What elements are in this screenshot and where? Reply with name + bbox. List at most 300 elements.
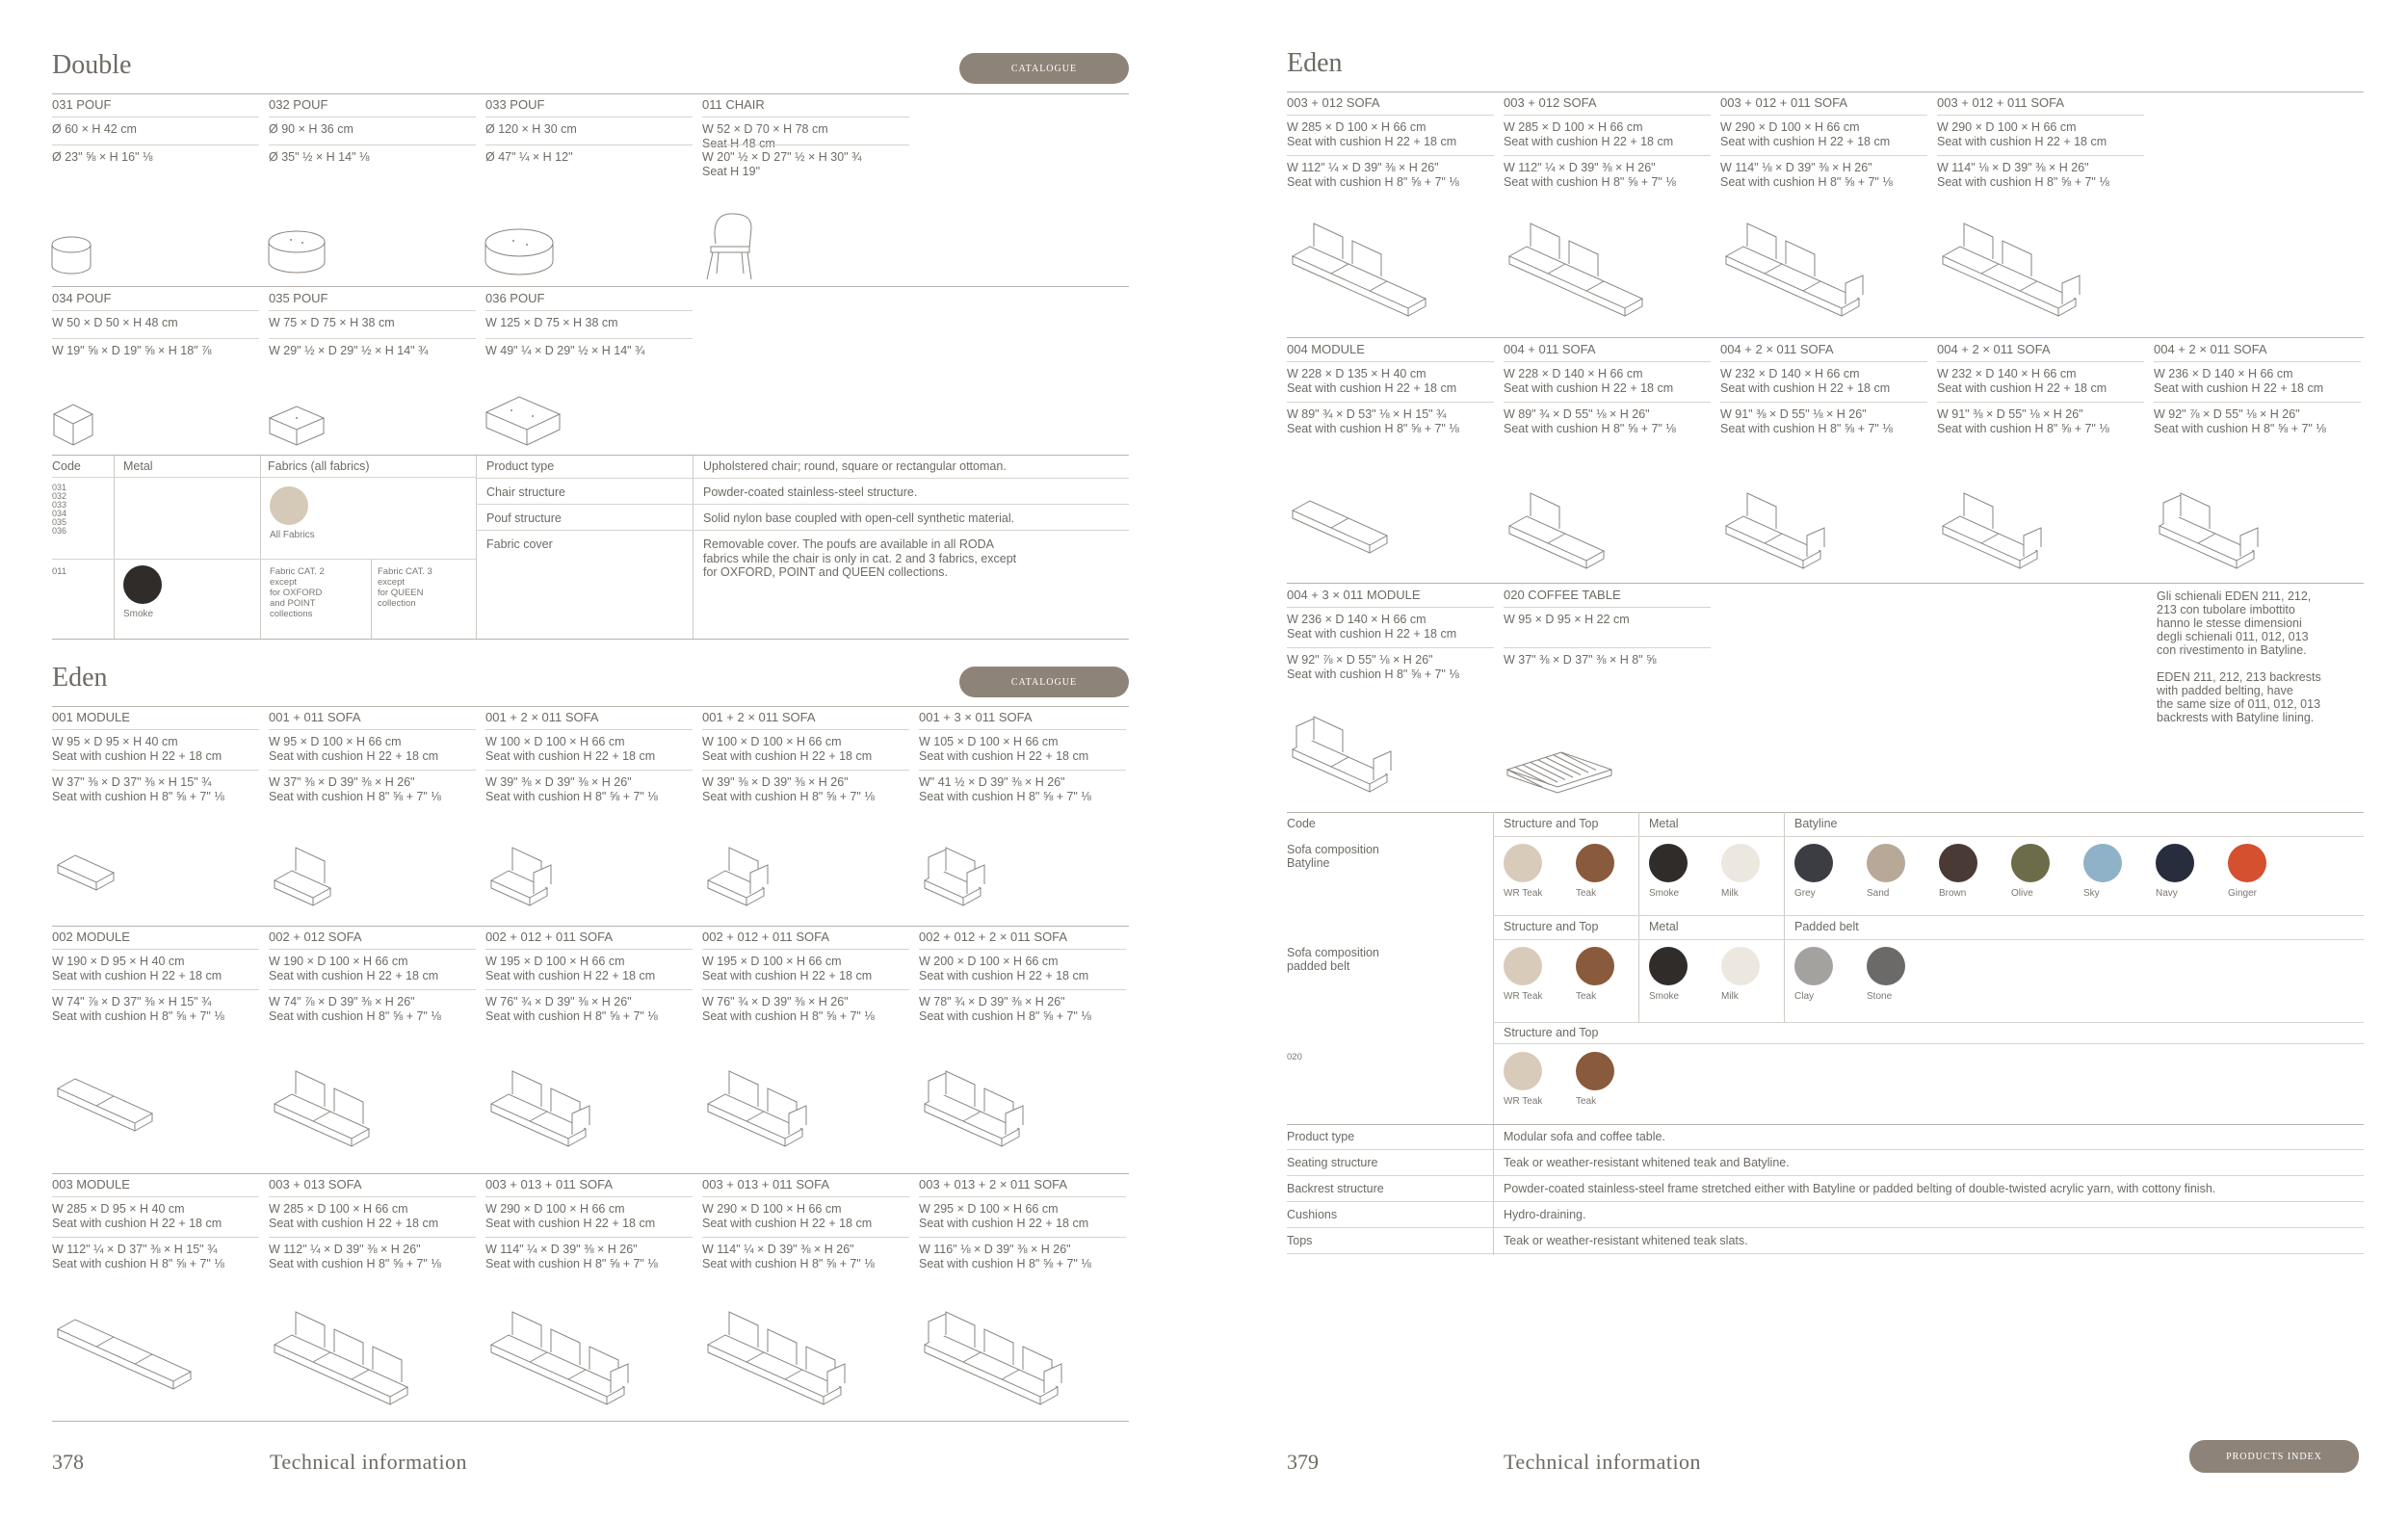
property-value: Powder-coated stainless-steel frame stretched either with Batyline or padded belting of double-twisted acrylic yarn, with cottony finish.	[1504, 1182, 2216, 1195]
product-name: 002 + 012 + 011 SOFA	[702, 930, 830, 944]
dimensions-metric: W 190 × D 95 × H 40 cm Seat with cushion H 22 + 18 cm	[52, 955, 222, 982]
swatch-label: Smoke	[1649, 991, 1680, 1002]
product-name: 004 + 2 × 011 SOFA	[2154, 342, 2267, 356]
divider	[52, 949, 259, 950]
swatch-label: Smoke	[1649, 888, 1680, 899]
dimensions-imperial: W 89" ¾ × D 53" ⅛ × H 15" ¾ Seat with cushion H 8" ⅝ + 7" ⅛	[1287, 407, 1459, 435]
color-swatch	[1794, 947, 1833, 985]
property-name: Seating structure	[1287, 1156, 1378, 1169]
chair-011-drawing	[701, 210, 759, 282]
sofa-drawing	[1937, 491, 2047, 574]
catalogue-button[interactable]: CATALOGUE	[959, 53, 1129, 84]
dimensions-imperial: W 37" ⅜ × D 39" ⅜ × H 26" Seat with cushion H 8" ⅝ + 7" ⅛	[269, 775, 441, 803]
swatch-label: Teak	[1576, 1096, 1597, 1107]
color-swatch	[1867, 947, 1905, 985]
dimensions-imperial: W 92" ⅞ × D 55" ⅛ × H 26" Seat with cushion H 8" ⅝ + 7" ⅛	[2154, 407, 2326, 435]
table-header-metal: Metal	[1649, 920, 1679, 933]
dimensions-imperial: W 92" ⅞ × D 55" ⅛ × H 26" Seat with cushion H 8" ⅝ + 7" ⅛	[1287, 653, 1459, 681]
color-swatch	[1504, 1052, 1542, 1090]
dimensions-imperial: W 91" ⅜ × D 55" ⅛ × H 26" Seat with cushion H 8" ⅝ + 7" ⅛	[1720, 407, 1893, 435]
color-swatch	[1649, 844, 1688, 882]
divider	[1720, 361, 1927, 362]
pouf-034-drawing	[52, 403, 100, 449]
swatch-label: Clay	[1794, 991, 1815, 1002]
footer-title: Technical information	[270, 1450, 468, 1474]
product-name: 003 + 012 SOFA	[1287, 95, 1380, 110]
divider	[702, 117, 909, 118]
table-col-line	[693, 456, 694, 639]
dimensions-metric: W 50 × D 50 × H 48 cm	[52, 316, 178, 329]
divider	[269, 770, 476, 771]
sofa-drawing	[2154, 491, 2264, 574]
divider	[485, 770, 693, 771]
divider	[485, 729, 693, 730]
divider	[1504, 402, 1711, 403]
right-page	[1204, 0, 2408, 1519]
property-value: Hydro-draining.	[1504, 1208, 1586, 1221]
sofa-drawing	[1720, 491, 1830, 574]
swatch-label: Grey	[1794, 888, 1816, 899]
product-name: 004 MODULE	[1287, 342, 1365, 356]
product-name: 020 COFFEE TABLE	[1504, 588, 1621, 602]
table-header-batyline: Batyline	[1794, 817, 1838, 830]
divider	[1937, 402, 2144, 403]
divider	[1287, 1253, 2364, 1254]
dimensions-metric: W 95 × D 95 × H 40 cm Seat with cushion H 22 + 18 cm	[52, 735, 222, 763]
divider	[269, 338, 476, 339]
dimensions-metric: W 285 × D 100 × H 66 cm Seat with cushion H 22 + 18 cm	[1287, 120, 1457, 148]
product-name: 003 MODULE	[52, 1177, 130, 1192]
divider	[1937, 115, 2144, 116]
swatch-label: WR Teak	[1504, 888, 1543, 899]
dimensions-imperial: W 114" ¼ × D 39" ⅜ × H 26" Seat with cushion H 8" ⅝ + 7" ⅛	[702, 1243, 875, 1270]
sofa-drawing	[485, 1069, 595, 1152]
divider	[1504, 155, 1711, 156]
product-name: 031 POUF	[52, 97, 112, 112]
color-swatch	[1576, 947, 1614, 985]
dimensions-metric: W 290 × D 100 × H 66 cm Seat with cushion H 22 + 18 cm	[485, 1202, 656, 1230]
sofa-drawing	[702, 1310, 851, 1410]
divider	[1504, 115, 1711, 116]
property-name: Cushions	[1287, 1208, 1338, 1221]
divider	[52, 639, 1129, 640]
divider	[485, 144, 693, 145]
divider	[1287, 402, 1494, 403]
color-swatch	[2011, 844, 2050, 882]
divider	[269, 989, 476, 990]
divider	[1504, 647, 1711, 648]
divider	[52, 1196, 259, 1197]
table-header-metal: Metal	[1649, 817, 1679, 830]
divider	[52, 989, 259, 990]
pouf-031-drawing	[52, 237, 100, 279]
divider	[485, 338, 693, 339]
swatch-label: Teak	[1576, 888, 1597, 899]
property-name: Backrest structure	[1287, 1182, 1384, 1195]
color-swatch	[2156, 844, 2194, 882]
color-swatch	[1721, 947, 1760, 985]
dimensions-metric: W 290 × D 100 × H 66 cm Seat with cushion H 22 + 18 cm	[1720, 120, 1891, 148]
color-swatch	[1721, 844, 1760, 882]
dimensions-metric: W 200 × D 100 × H 66 cm Seat with cushion H 22 + 18 cm	[919, 955, 1089, 982]
divider	[476, 504, 1129, 505]
dimensions-metric: W 232 × D 140 × H 66 cm Seat with cushion H 22 + 18 cm	[1720, 367, 1891, 395]
composition-padded-label: Sofa composition padded belt	[1287, 946, 1379, 973]
swatch-label: Teak	[1576, 991, 1597, 1002]
dimensions-imperial: W 112" ¼ × D 39" ⅜ × H 26" Seat with cushion H 8" ⅝ + 7" ⅛	[1504, 161, 1676, 189]
swatch-label: Stone	[1867, 991, 1893, 1002]
table-col-line	[260, 456, 261, 639]
dimensions-imperial: W 29" ½ × D 29" ½ × H 14" ¾	[269, 344, 429, 357]
product-name: 003 + 012 SOFA	[1504, 95, 1597, 110]
table-col-line	[371, 559, 372, 639]
dimensions-metric: W 228 × D 135 × H 40 cm Seat with cushion H 22 + 18 cm	[1287, 367, 1457, 395]
module-001-drawing	[52, 846, 123, 896]
section-title-eden: Eden	[52, 663, 108, 693]
sofa-drawing	[1937, 222, 2085, 322]
divider	[269, 949, 476, 950]
product-name: 034 POUF	[52, 291, 112, 305]
divider	[1287, 115, 1494, 116]
color-swatch	[1649, 947, 1688, 985]
product-name: 001 + 2 × 011 SOFA	[485, 710, 599, 724]
product-name: 003 + 012 + 011 SOFA	[1937, 95, 2065, 110]
divider	[1493, 1022, 2364, 1023]
dimensions-metric: W 190 × D 100 × H 66 cm Seat with cushion H 22 + 18 cm	[269, 955, 439, 982]
dimensions-imperial: W 116" ⅛ × D 39" ⅜ × H 26" Seat with cushion H 8" ⅝ + 7" ⅛	[919, 1243, 1091, 1270]
product-name: 004 + 2 × 011 SOFA	[1937, 342, 2051, 356]
dimensions-metric: W 285 × D 95 × H 40 cm Seat with cushion H 22 + 18 cm	[52, 1202, 222, 1230]
divider	[1287, 155, 1494, 156]
property-value: Teak or weather-resistant whitened teak slats.	[1504, 1234, 1748, 1247]
dimensions-imperial: W 19" ⅝ × D 19" ⅝ × H 18" ⅞	[52, 344, 212, 357]
swatch-label: Milk	[1721, 991, 1739, 1002]
swatch-label: WR Teak	[1504, 991, 1543, 1002]
dimensions-imperial: W 112" ¼ × D 39" ⅜ × H 26" Seat with cushion H 8" ⅝ + 7" ⅛	[1287, 161, 1459, 189]
dimensions-metric: W 95 × D 95 × H 22 cm	[1504, 613, 1630, 626]
divider	[485, 1237, 693, 1238]
divider	[1493, 836, 2364, 837]
divider	[52, 93, 1129, 94]
divider	[1720, 155, 1927, 156]
product-name: 002 + 012 + 011 SOFA	[485, 930, 614, 944]
swatch-label: Sand	[1867, 888, 1890, 899]
divider	[702, 144, 909, 145]
product-name: 002 + 012 SOFA	[269, 930, 362, 944]
fabric-cat2-note: Fabric CAT. 2 except for OXFORD and POINT collections	[270, 566, 325, 619]
sofa-drawing	[485, 846, 557, 911]
codes-031-036: 031 032 033 034 035 036	[52, 483, 67, 536]
divider	[1287, 583, 2364, 584]
divider	[52, 770, 259, 771]
color-swatch	[2228, 844, 2266, 882]
dimensions-metric: W 290 × D 100 × H 66 cm Seat with cushion H 22 + 18 cm	[1937, 120, 2107, 148]
dimensions-imperial: W 76" ¾ × D 39" ⅜ × H 26" Seat with cushion H 8" ⅝ + 7" ⅛	[702, 995, 875, 1023]
dimensions-imperial: W 37" ⅜ × D 37" ⅜ × H 8" ⅝	[1504, 653, 1657, 667]
property-name: Pouf structure	[486, 511, 562, 525]
dimensions-metric: W 195 × D 100 × H 66 cm Seat with cushion H 22 + 18 cm	[485, 955, 656, 982]
divider	[919, 989, 1126, 990]
table-header-padded: Padded belt	[1794, 920, 1859, 933]
divider	[919, 729, 1126, 730]
product-name: 032 POUF	[269, 97, 328, 112]
page-number: 379	[1287, 1450, 1319, 1474]
product-name: 004 + 3 × 011 MODULE	[1287, 588, 1421, 602]
code-020: 020	[1287, 1052, 1302, 1062]
divider	[1287, 1227, 2364, 1228]
dimensions-metric: W 236 × D 140 × H 66 cm Seat with cushion H 22 + 18 cm	[1287, 613, 1457, 641]
dimensions-imperial: W 76" ¾ × D 39" ⅜ × H 26" Seat with cushion H 8" ⅝ + 7" ⅛	[485, 995, 658, 1023]
sofa-drawing	[1504, 222, 1652, 322]
divider	[1720, 402, 1927, 403]
module-drawing	[1287, 715, 1397, 798]
property-name: Tops	[1287, 1234, 1313, 1247]
product-name: 033 POUF	[485, 97, 545, 112]
color-swatch	[1504, 844, 1542, 882]
divider	[1493, 1043, 2364, 1044]
divider	[52, 926, 1129, 927]
sofa-drawing	[702, 1069, 812, 1152]
divider	[485, 949, 693, 950]
product-name: 003 + 013 + 011 SOFA	[702, 1177, 830, 1192]
dimensions-metric: W 285 × D 100 × H 66 cm Seat with cushion H 22 + 18 cm	[269, 1202, 439, 1230]
dimensions-imperial: W 74" ⅞ × D 37" ⅜ × H 15" ¾ Seat with cushion H 8" ⅝ + 7" ⅛	[52, 995, 224, 1023]
dimensions-imperial: W 112" ¼ × D 37" ⅜ × H 15" ¾ Seat with cushion H 8" ⅝ + 7" ⅛	[52, 1243, 224, 1270]
divider	[269, 1237, 476, 1238]
divider	[702, 729, 909, 730]
product-name: 001 + 011 SOFA	[269, 710, 361, 724]
divider	[1287, 1124, 2364, 1125]
divider	[1287, 337, 2364, 338]
dimensions-imperial: W 114" ¼ × D 39" ⅜ × H 26" Seat with cushion H 8" ⅝ + 7" ⅛	[485, 1243, 658, 1270]
divider	[485, 310, 693, 311]
product-name: 002 + 012 + 2 × 011 SOFA	[919, 930, 1068, 944]
module-002-drawing	[52, 1069, 162, 1137]
divider	[1287, 1149, 2364, 1150]
sofa-drawing	[269, 1310, 417, 1410]
pouf-033-drawing	[484, 229, 562, 279]
dimensions-imperial: W 39" ⅜ × D 39" ⅜ × H 26" Seat with cushion H 8" ⅝ + 7" ⅛	[485, 775, 658, 803]
divider	[1287, 647, 1494, 648]
dimensions-metric: W 100 × D 100 × H 66 cm Seat with cushion H 22 + 18 cm	[485, 735, 656, 763]
divider	[1720, 115, 1927, 116]
dimensions-metric: W 105 × D 100 × H 66 cm Seat with cushion H 22 + 18 cm	[919, 735, 1089, 763]
divider	[919, 949, 1126, 950]
smoke-label: Smoke	[123, 609, 154, 619]
property-value: Removable cover. The poufs are available in all RODA fabrics while the chair is only in cat. 2 and 3 fabrics, except for OXFORD, POINT and QUEEN collections.	[703, 537, 1017, 579]
dimensions-metric: W 290 × D 100 × H 66 cm Seat with cushion H 22 + 18 cm	[702, 1202, 873, 1230]
swatch-label: Navy	[2156, 888, 2178, 899]
dimensions-imperial: W" 41 ½ × D 39" ⅜ × H 26" Seat with cushion H 8" ⅝ + 7" ⅛	[919, 775, 1091, 803]
divider	[1504, 607, 1711, 608]
divider	[702, 1237, 909, 1238]
divider	[702, 1196, 909, 1197]
divider	[52, 1173, 1129, 1174]
divider	[919, 770, 1126, 771]
product-name: 003 + 013 SOFA	[269, 1177, 362, 1192]
sofa-drawing	[269, 846, 340, 911]
divider	[919, 1196, 1126, 1197]
dimensions-imperial: W 89" ¾ × D 55" ⅛ × H 26" Seat with cushion H 8" ⅝ + 7" ⅛	[1504, 407, 1676, 435]
divider	[1287, 1175, 2364, 1176]
property-value: Upholstered chair; round, square or rectangular ottoman.	[703, 459, 1007, 473]
footer-title: Technical information	[1504, 1450, 1702, 1474]
table-header-fabrics: Fabrics (all fabrics)	[268, 459, 370, 473]
swatch-label: Ginger	[2228, 888, 2258, 899]
divider	[476, 530, 1129, 531]
divider	[1937, 361, 2144, 362]
all-fabrics-swatch	[270, 486, 308, 525]
divider	[269, 117, 476, 118]
product-name: 001 + 2 × 011 SOFA	[702, 710, 816, 724]
coffee-table-drawing	[1504, 715, 1619, 806]
property-value: Modular sofa and coffee table.	[1504, 1130, 1665, 1143]
fabric-cat3-note: Fabric CAT. 3 except for QUEEN collection	[378, 566, 432, 609]
divider	[269, 310, 476, 311]
swatch-label: WR Teak	[1504, 1096, 1543, 1107]
dimensions-imperial: W 74" ⅞ × D 39" ⅜ × H 26" Seat with cushion H 8" ⅝ + 7" ⅛	[269, 995, 441, 1023]
swatch-label: Sky	[2083, 888, 2100, 899]
dimensions-imperial: W 39" ⅜ × D 39" ⅜ × H 26" Seat with cushion H 8" ⅝ + 7" ⅛	[702, 775, 875, 803]
pouf-036-drawing	[484, 395, 565, 449]
divider	[1493, 915, 2364, 916]
sofa-drawing	[919, 1069, 1029, 1152]
divider	[2154, 402, 2361, 403]
sofa-drawing	[485, 1310, 634, 1410]
divider	[702, 770, 909, 771]
backrest-note: Gli schienali EDEN 211, 212, 213 con tubolare imbottito hanno le stesse dimensioni degli schienali 011, 012, 013 con rivestimento in Batyline. EDEN 211, 212, 213 backrests with padded belting, have the same size of 011, 012, 013 backrests with Batyline lining.	[2157, 589, 2321, 724]
property-name: Product type	[1287, 1130, 1355, 1143]
dimensions-imperial: Ø 47" ¼ × H 12"	[485, 150, 573, 164]
divider	[52, 455, 1129, 456]
divider	[485, 117, 693, 118]
dimensions-metric: W 285 × D 100 × H 66 cm Seat with cushion H 22 + 18 cm	[1504, 120, 1674, 148]
code-011: 011	[52, 566, 67, 577]
sofa-drawing	[1720, 222, 1869, 322]
divider	[1937, 155, 2144, 156]
divider	[2154, 361, 2361, 362]
color-swatch	[1867, 844, 1905, 882]
sofa-drawing	[919, 846, 990, 911]
divider	[1287, 607, 1494, 608]
dimensions-imperial: W 114" ⅛ × D 39" ⅜ × H 26" Seat with cushion H 8" ⅝ + 7" ⅛	[1937, 161, 2109, 189]
dimensions-metric: Ø 60 × H 42 cm	[52, 122, 137, 136]
section-title-double: Double	[52, 50, 132, 80]
swatch-label: Brown	[1939, 888, 1967, 899]
divider	[269, 1196, 476, 1197]
property-value: Powder-coated stainless-steel structure.	[703, 485, 918, 499]
divider	[52, 559, 476, 560]
divider	[1287, 812, 2364, 813]
table-header-code: Code	[1287, 817, 1316, 830]
product-name: 003 + 012 + 011 SOFA	[1720, 95, 1848, 110]
divider	[52, 477, 476, 478]
dimensions-imperial: W 20" ½ × D 27" ½ × H 30" ¾ Seat H 19"	[702, 150, 862, 178]
table-header-metal: Metal	[123, 459, 153, 473]
color-swatch	[1504, 947, 1542, 985]
table-header-structure: Structure and Top	[1504, 1026, 1599, 1039]
color-swatch	[1576, 844, 1614, 882]
dimensions-imperial: Ø 35" ½ × H 14" ⅛	[269, 150, 370, 164]
divider	[52, 286, 1129, 287]
divider	[1287, 361, 1494, 362]
composition-batyline-label: Sofa composition Batyline	[1287, 843, 1379, 870]
sofa-drawing	[1504, 491, 1613, 574]
divider	[52, 117, 259, 118]
catalogue-button[interactable]: CATALOGUE	[959, 667, 1129, 697]
divider	[485, 989, 693, 990]
dimensions-imperial: Ø 23" ⅝ × H 16" ⅛	[52, 150, 153, 164]
divider	[269, 144, 476, 145]
dimensions-imperial: W 49" ¼ × D 29" ½ × H 14" ¾	[485, 344, 645, 357]
divider	[1287, 1201, 2364, 1202]
dimensions-metric: W 295 × D 100 × H 66 cm Seat with cushion H 22 + 18 cm	[919, 1202, 1089, 1230]
dimensions-metric: W 232 × D 140 × H 66 cm Seat with cushion H 22 + 18 cm	[1937, 367, 2107, 395]
product-name: 036 POUF	[485, 291, 545, 305]
all-fabrics-label: All Fabrics	[270, 530, 315, 540]
smoke-swatch	[123, 565, 162, 604]
table-col-line	[1493, 812, 1494, 1255]
divider	[52, 144, 259, 145]
table-header-code: Code	[52, 459, 81, 473]
module-003-drawing	[52, 1310, 200, 1395]
table-header-structure: Structure and Top	[1504, 817, 1599, 830]
dimensions-metric: W 75 × D 75 × H 38 cm	[269, 316, 395, 329]
divider	[919, 1237, 1126, 1238]
dimensions-metric: Ø 90 × H 36 cm	[269, 122, 353, 136]
dimensions-metric: W 236 × D 140 × H 66 cm Seat with cushion H 22 + 18 cm	[2154, 367, 2324, 395]
divider	[52, 1237, 259, 1238]
swatch-label: Olive	[2011, 888, 2033, 899]
section-title-eden: Eden	[1287, 48, 1343, 78]
color-swatch	[1576, 1052, 1614, 1090]
product-name: 011 CHAIR	[702, 97, 765, 112]
dimensions-imperial: W 37" ⅜ × D 37" ⅜ × H 15" ¾ Seat with cushion H 8" ⅝ + 7" ⅛	[52, 775, 224, 803]
divider	[52, 338, 259, 339]
dimensions-metric: W 100 × D 100 × H 66 cm Seat with cushion H 22 + 18 cm	[702, 735, 873, 763]
divider	[1493, 939, 2364, 940]
product-name: 002 MODULE	[52, 930, 130, 944]
table-col-line	[1638, 812, 1639, 1022]
pouf-032-drawing	[268, 231, 335, 279]
table-col-line	[114, 456, 115, 639]
divider	[52, 1421, 1129, 1422]
dimensions-imperial: W 91" ⅜ × D 55" ⅛ × H 26" Seat with cushion H 8" ⅝ + 7" ⅛	[1937, 407, 2109, 435]
divider	[476, 478, 1129, 479]
divider	[269, 729, 476, 730]
product-name: 035 POUF	[269, 291, 328, 305]
divider	[52, 310, 259, 311]
property-name: Chair structure	[486, 485, 565, 499]
swatch-label: Milk	[1721, 888, 1739, 899]
sofa-drawing	[1287, 222, 1435, 322]
divider	[1504, 361, 1711, 362]
dimensions-metric: Ø 120 × H 30 cm	[485, 122, 577, 136]
dimensions-metric: W 95 × D 100 × H 66 cm Seat with cushion H 22 + 18 cm	[269, 735, 439, 763]
property-value: Solid nylon base coupled with open-cell synthetic material.	[703, 511, 1015, 525]
product-name: 003 + 013 + 2 × 011 SOFA	[919, 1177, 1068, 1192]
sofa-drawing	[269, 1069, 379, 1152]
divider	[702, 989, 909, 990]
product-name: 003 + 013 + 011 SOFA	[485, 1177, 614, 1192]
products-index-button[interactable]: PRODUCTS INDEX	[2189, 1440, 2359, 1473]
divider	[485, 1196, 693, 1197]
dimensions-imperial: W 114" ⅛ × D 39" ⅜ × H 26" Seat with cushion H 8" ⅝ + 7" ⅛	[1720, 161, 1893, 189]
dimensions-metric: W 52 × D 70 × H 78 cm Seat H 48 cm	[702, 122, 828, 150]
product-name: 001 MODULE	[52, 710, 130, 724]
color-swatch	[1794, 844, 1833, 882]
table-col-line	[476, 456, 477, 639]
